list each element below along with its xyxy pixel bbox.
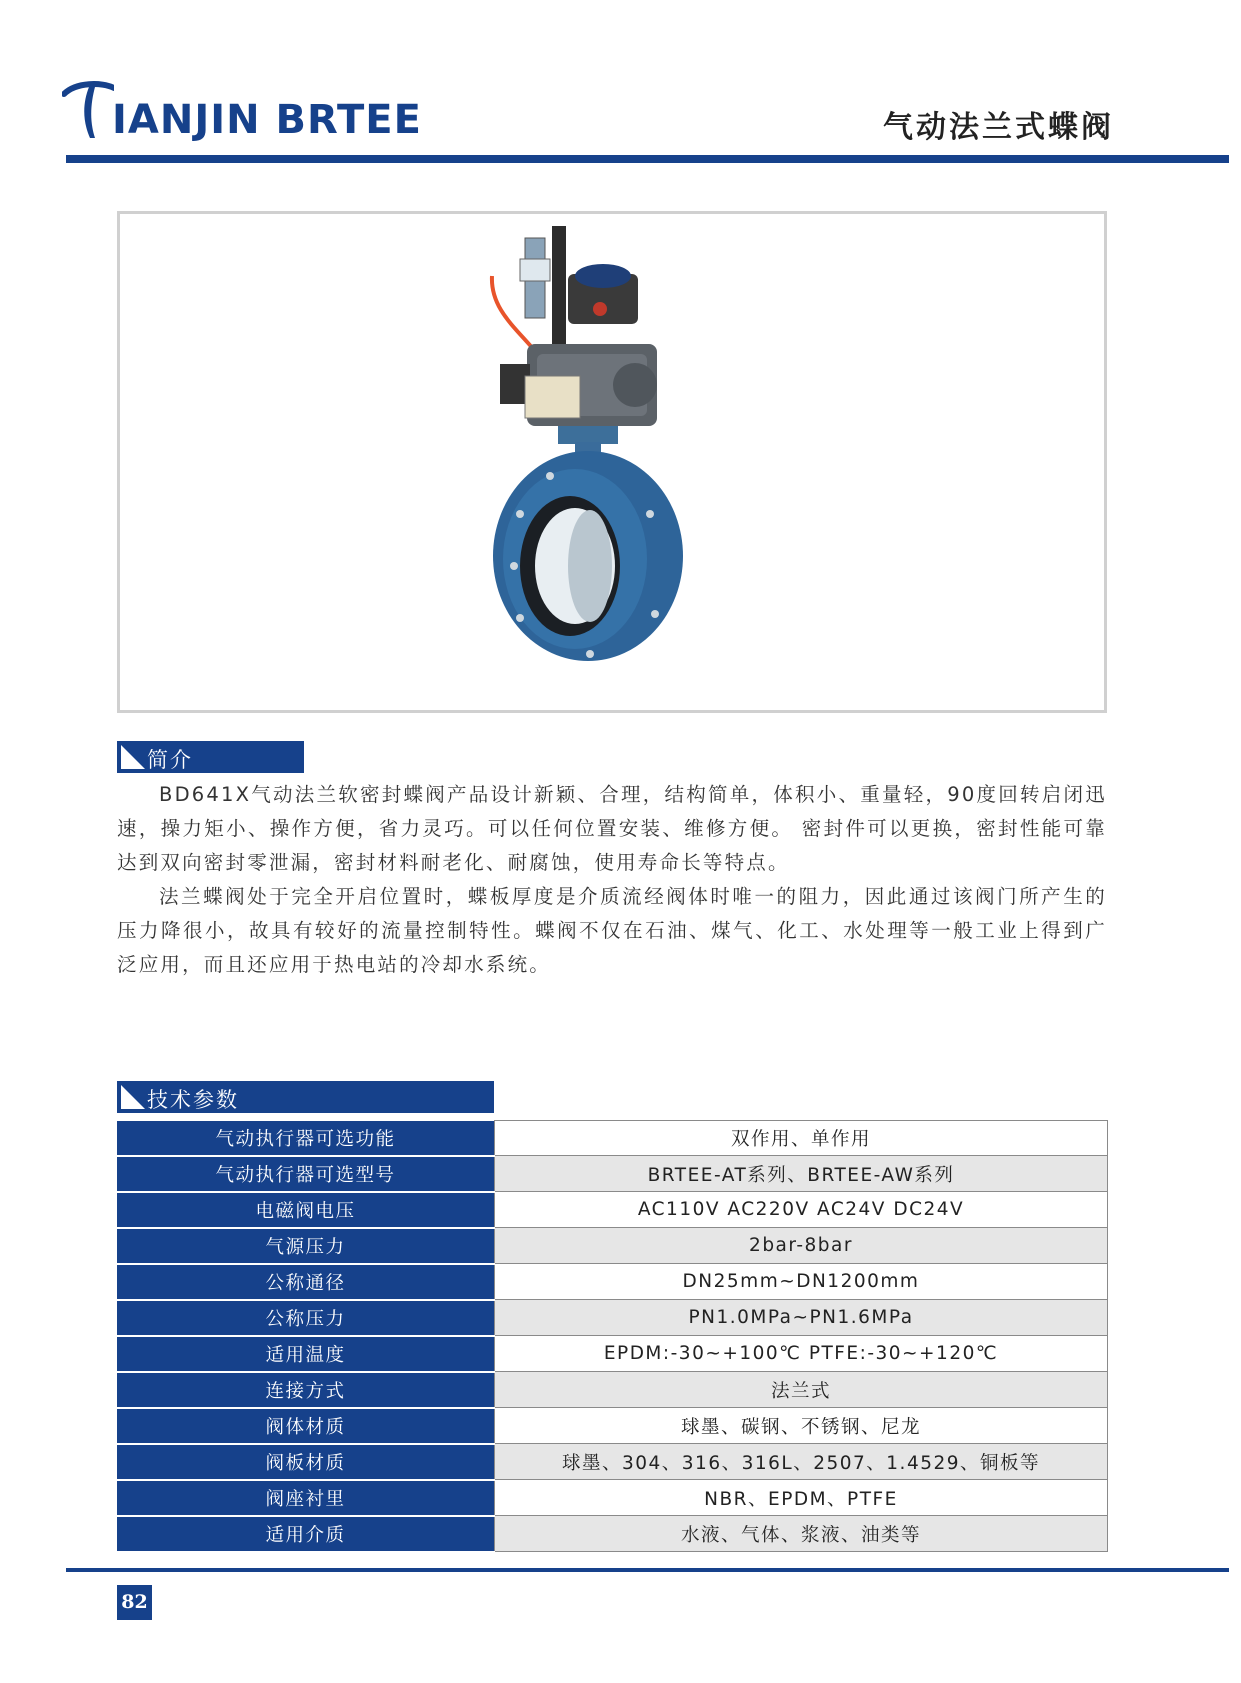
specs-heading-label: 技术参数 — [147, 1088, 239, 1112]
brand-logo — [62, 80, 422, 142]
table-row — [117, 1300, 1108, 1336]
spec-value: 球墨、碳钢、不锈钢、尼龙 — [495, 1408, 1108, 1444]
table-row — [117, 1408, 1108, 1444]
intro-body — [117, 778, 1107, 982]
spec-value: DN25mm~DN1200mm — [495, 1264, 1108, 1300]
spec-value: EPDM:-30~+100℃ PTFE:-30~+120℃ — [495, 1336, 1108, 1372]
intro-paragraph: BD641X气动法兰软密封蝶阀产品设计新颖、合理，结构简单，体积小、重量轻，90度回转启闭迅速，操力矩小、操作方便，省力灵巧。可以任何位置安装、维修方便。 密封件可以更换，密封性能可靠达到双向密封零泄漏，密封材料耐老化、耐腐蚀，使用寿命长等特点。 — [117, 783, 1107, 874]
spec-key: 公称通径 — [117, 1264, 495, 1300]
spec-key: 气动执行器可选功能 — [117, 1121, 495, 1156]
footer-divider — [66, 1568, 1229, 1572]
spec-key: 阀座衬里 — [117, 1480, 495, 1516]
table-row — [117, 1372, 1108, 1408]
intro-heading-label: 简介 — [147, 748, 193, 772]
spec-key: 适用介质 — [117, 1516, 495, 1552]
spec-value: 法兰式 — [495, 1372, 1108, 1408]
intro-section-heading — [117, 741, 304, 773]
spec-value: 水液、气体、浆液、油类等 — [495, 1516, 1108, 1552]
brand-t-glyph-icon — [62, 80, 114, 142]
spec-value: BRTEE-AT系列、BRTEE-AW系列 — [495, 1156, 1108, 1192]
spec-value: PN1.0MPa~PN1.6MPa — [495, 1300, 1108, 1336]
table-row — [117, 1192, 1108, 1228]
heading-marker-icon — [121, 1085, 145, 1109]
product-photo-frame — [117, 211, 1107, 713]
specs-section-heading — [117, 1081, 494, 1113]
spec-table — [117, 1120, 1108, 1553]
document-title: 气动法兰式蝶阀 — [883, 110, 1114, 145]
spec-key: 气动执行器可选型号 — [117, 1156, 495, 1192]
spec-value: AC110V AC220V AC24V DC24V — [495, 1192, 1108, 1228]
butterfly-valve-illustration — [120, 214, 1104, 710]
intro-paragraph: 法兰蝶阀处于完全开启位置时，蝶板厚度是介质流经阀体时唯一的阻力，因此通过该阀门所产生的压力降很小，故具有较好的流量控制特性。蝶阀不仅在石油、煤气、化工、水处理等一般工业上得到广泛应用，而且还应用于热电站的冷却水系统。 — [117, 885, 1107, 976]
spec-value: 双作用、单作用 — [495, 1121, 1108, 1156]
spec-key: 电磁阀电压 — [117, 1192, 495, 1228]
table-row — [117, 1444, 1108, 1480]
spec-key: 阀体材质 — [117, 1408, 495, 1444]
spec-value: 球墨、304、316、316L、2507、1.4529、铜板等 — [495, 1444, 1108, 1480]
header-divider — [66, 155, 1229, 163]
spec-value: 2bar-8bar — [495, 1228, 1108, 1264]
table-row — [117, 1336, 1108, 1372]
table-row — [117, 1228, 1108, 1264]
brand-name: IANJIN BRTEE — [112, 97, 422, 143]
table-row — [117, 1480, 1108, 1516]
table-row — [117, 1264, 1108, 1300]
spec-key: 适用温度 — [117, 1336, 495, 1372]
page-number: 82 — [117, 1585, 152, 1620]
spec-key: 阀板材质 — [117, 1444, 495, 1480]
table-row — [117, 1156, 1108, 1192]
spec-key: 气源压力 — [117, 1228, 495, 1264]
spec-key: 连接方式 — [117, 1372, 495, 1408]
table-row — [117, 1121, 1108, 1156]
table-row — [117, 1516, 1108, 1552]
spec-value: NBR、EPDM、PTFE — [495, 1480, 1108, 1516]
heading-marker-icon — [121, 745, 145, 769]
spec-key: 公称压力 — [117, 1300, 495, 1336]
